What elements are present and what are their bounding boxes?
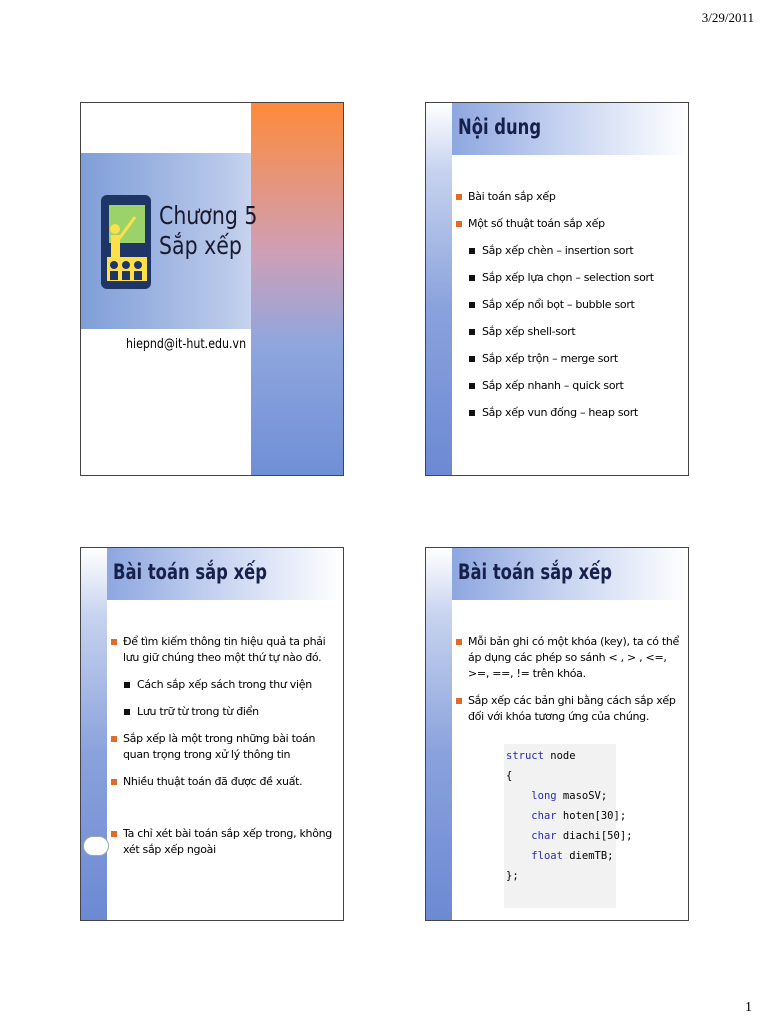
chapter-title-line2: Sắp xếp	[159, 231, 242, 260]
code-keyword: char	[531, 810, 557, 822]
list-item: Sắp xếp vun đống – heap sort	[456, 405, 688, 421]
code-text: masoSV;	[562, 790, 608, 802]
list-item: Mỗi bản ghi có một khóa (key), ta có thể áp dụng các phép so sánh < , > , <=, >=, ==, != trên khóa.	[456, 634, 688, 682]
slide-title: Bài toán sắp xếp	[113, 560, 267, 584]
presenter-icon	[101, 195, 151, 289]
code-text: hoten[30];	[562, 810, 627, 822]
list-item: Nhiều thuật toán đã được đề xuất.	[111, 774, 343, 790]
bullet-list	[456, 189, 688, 421]
list-item: Lưu trữ từ trong từ điển	[111, 704, 343, 720]
page-number: 1	[745, 1000, 752, 1015]
chapter-title-line1: Chương 5	[159, 201, 258, 230]
code-line: {	[506, 770, 513, 782]
code-keyword: struct	[506, 750, 544, 762]
list-item: Sắp xếp chèn – insertion sort	[456, 243, 688, 259]
list-item: Sắp xếp nổi bọt – bubble sort	[456, 297, 688, 313]
list-item: Cách sắp xếp sách trong thư viện	[111, 677, 343, 693]
list-item: Để tìm kiếm thông tin hiệu quả ta phải lưu giữ chúng theo một thứ tự nào đó.	[111, 634, 343, 666]
slide-title: Bài toán sắp xếp	[458, 560, 612, 584]
code-line	[506, 806, 627, 826]
chapter-title	[159, 201, 257, 261]
bullet-list	[456, 634, 688, 725]
slide-sorting-problem	[80, 547, 344, 921]
comment-bubble-icon	[83, 836, 109, 856]
code-line	[506, 826, 633, 846]
code-line	[506, 746, 616, 766]
code-text: node	[550, 750, 576, 762]
list-item: Sắp xếp shell-sort	[456, 324, 688, 340]
code-line: };	[506, 870, 519, 882]
list-item: Sắp xếp các bản ghi bằng cách sắp xếp đối với khóa tương ứng của chúng.	[456, 693, 688, 725]
code-line	[506, 786, 616, 806]
list-item: Sắp xếp trộn – merge sort	[456, 351, 688, 367]
code-text: diemTB;	[569, 850, 614, 862]
code-keyword: long	[531, 790, 557, 802]
author-email: hiepnd@it-hut.edu.vn	[126, 337, 247, 352]
slide-left-bar	[426, 103, 452, 475]
code-keyword: float	[531, 850, 563, 862]
code-line	[506, 846, 616, 866]
slide-contents	[425, 102, 689, 476]
slide-left-bar	[81, 548, 107, 920]
slide-sorting-key	[425, 547, 689, 921]
code-block	[504, 744, 633, 908]
list-item: Sắp xếp nhanh – quick sort	[456, 378, 688, 394]
list-item: Sắp xếp là một trong những bài toán quan trọng trong xử lý thông tin	[111, 731, 343, 763]
list-item: Một số thuật toán sắp xếp	[456, 216, 688, 232]
document-date: 3/29/2011	[701, 10, 754, 25]
slide-left-bar	[426, 548, 452, 920]
code-text: diachi[50];	[562, 830, 633, 842]
slide-chapter-title	[80, 102, 344, 476]
list-item: Ta chỉ xét bài toán sắp xếp trong, không xét sắp xếp ngoài	[111, 826, 343, 858]
bullet-list	[111, 634, 343, 858]
list-item: Bài toán sắp xếp	[456, 189, 688, 205]
code-keyword: char	[531, 830, 557, 842]
slide-title: Nội dung	[458, 115, 542, 139]
list-item: Sắp xếp lựa chọn – selection sort	[456, 270, 688, 286]
slide-orange-column	[251, 103, 343, 475]
